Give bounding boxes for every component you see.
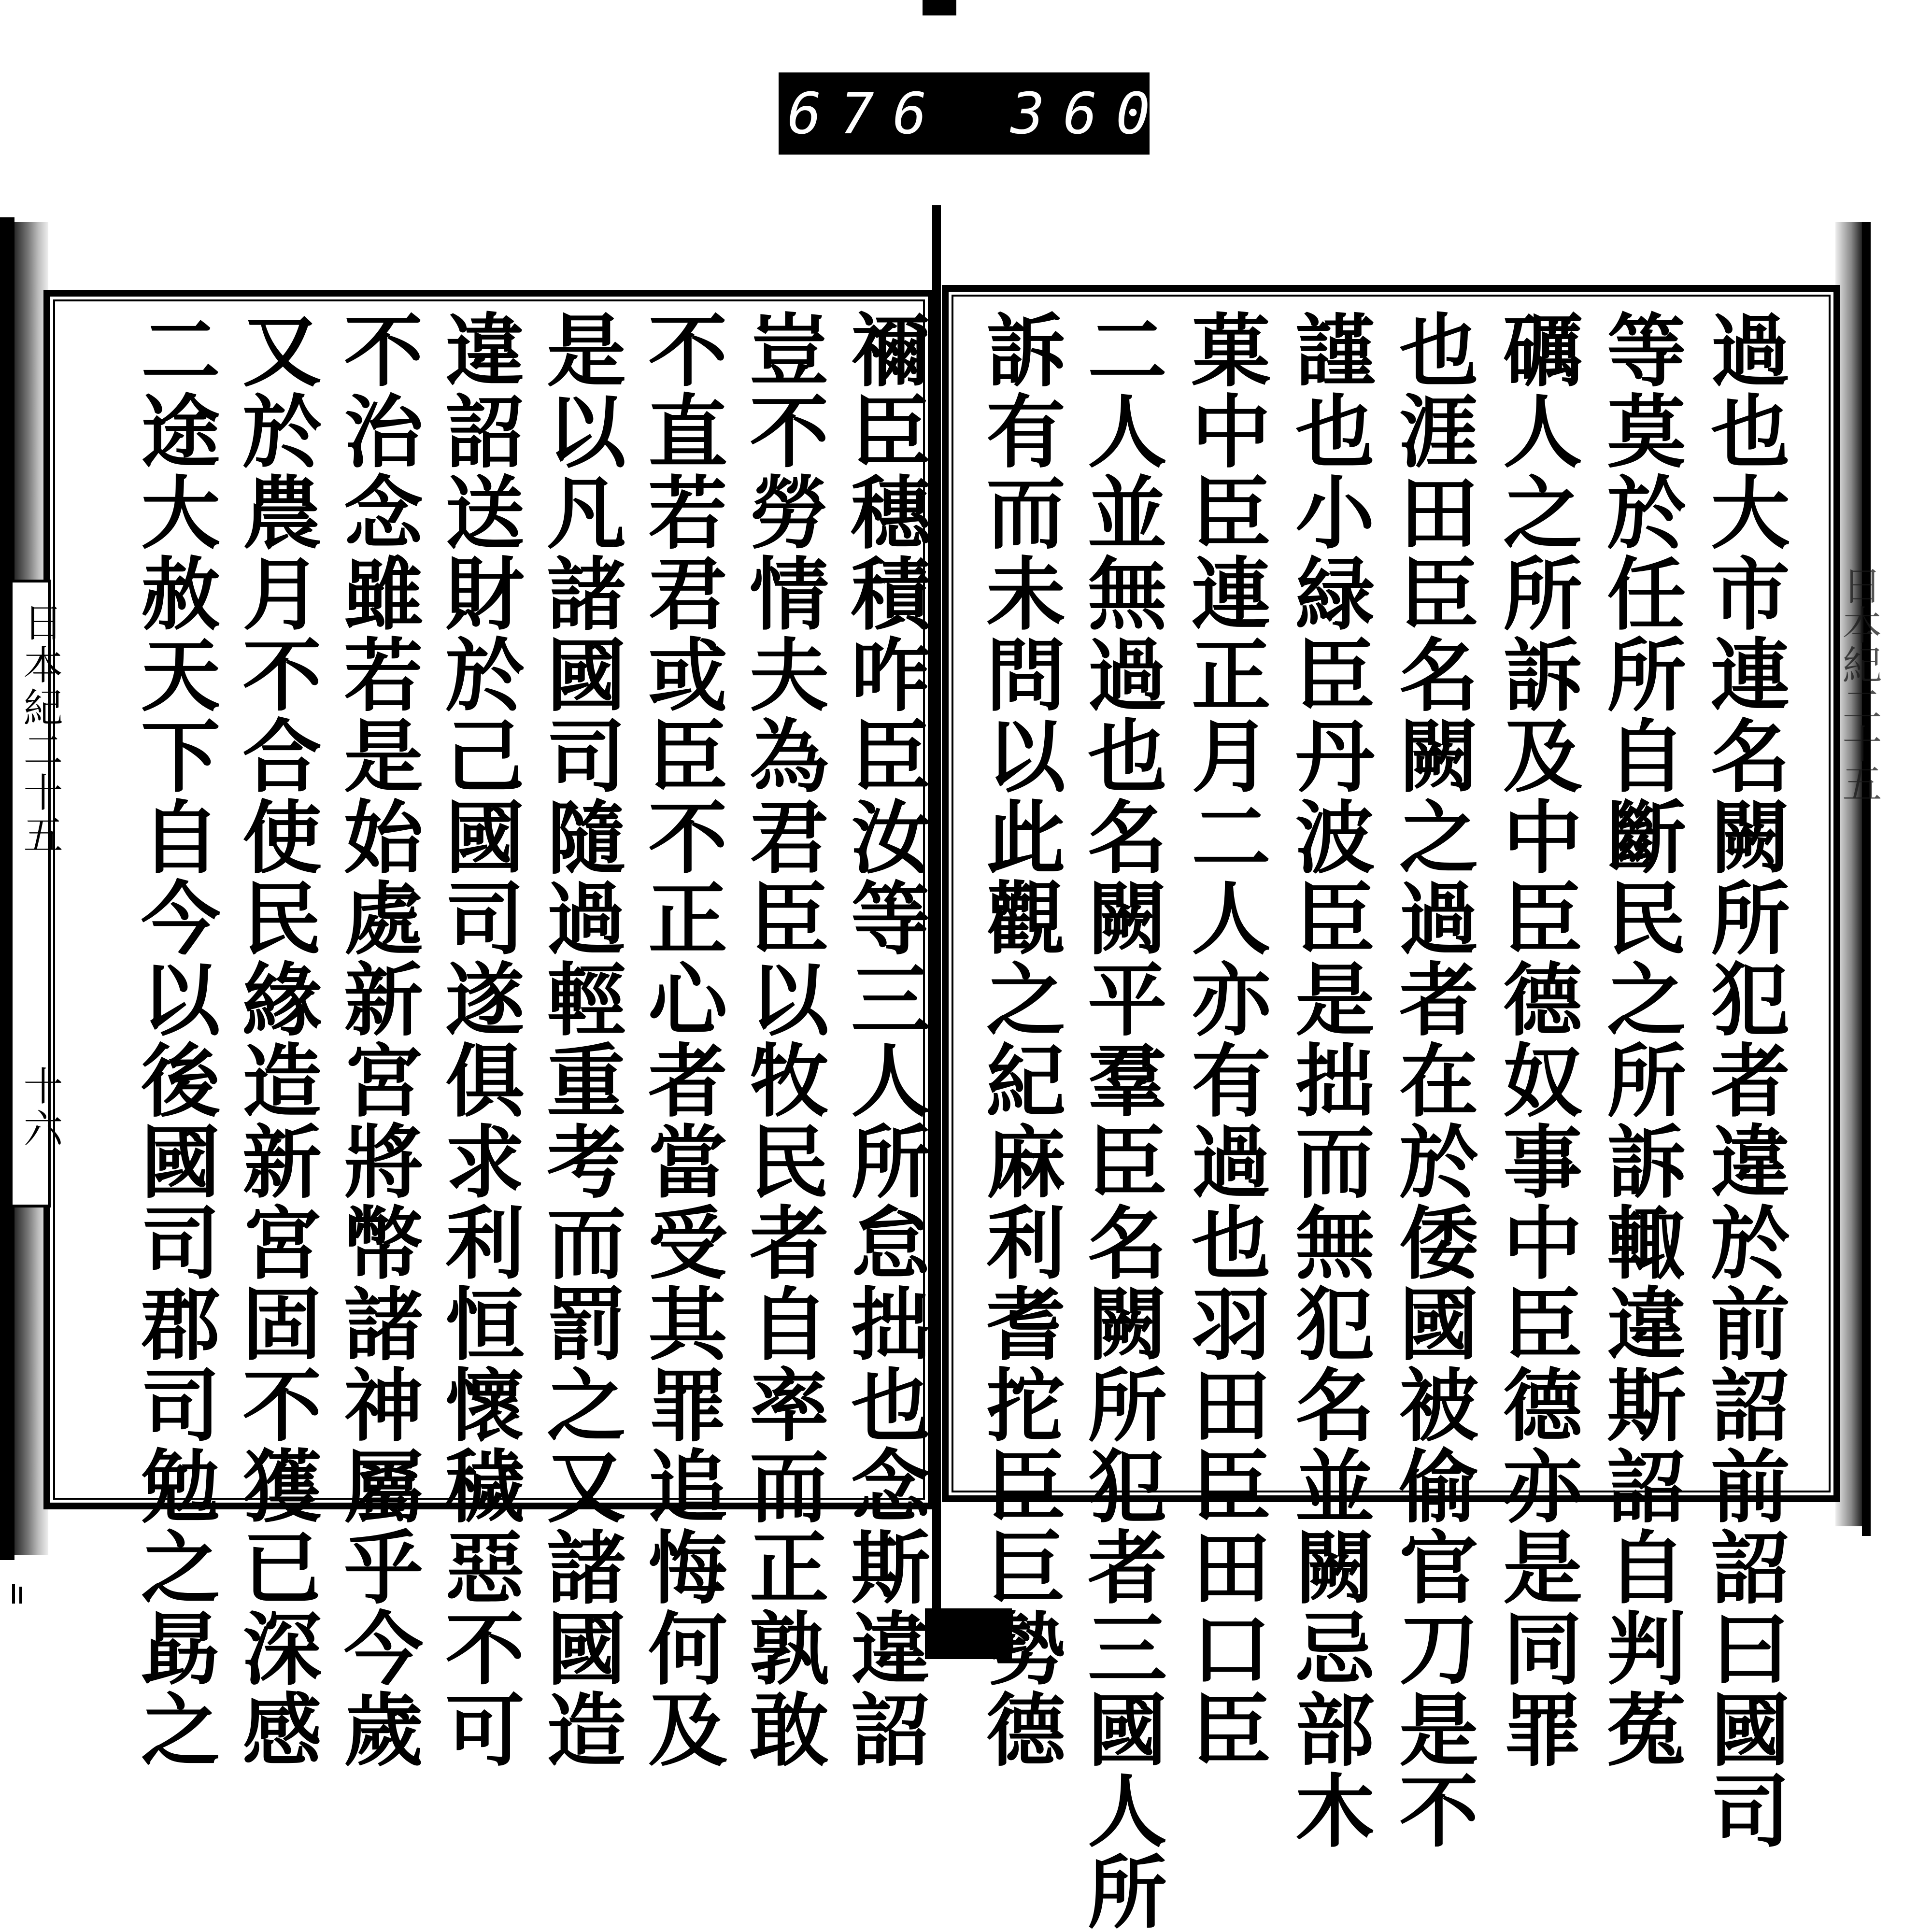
right-hanshin-strip [1835,555,1882,1183]
right-page-column: 二人並無過也名闕平羣臣名闕所犯者三國人所 [1074,309,1167,1932]
print-mark [12,1584,15,1604]
hanshin-strip [10,580,63,1208]
print-mark [19,1587,22,1604]
right-page-column: 過也大市連名闕所犯者違於前詔前詔曰國司 [1697,309,1790,1851]
catalog-id-plate [779,72,1222,155]
left-page-column: 不治念雖若是始處新宮將幣諸神屬乎今歲 [330,309,424,1770]
right-page-column: 謹也小緑臣丹波臣是拙而無犯名並闕忌部木 [1282,309,1375,1851]
registration-tab [923,0,956,15]
right-hanshin-title: 日本紀二十五 [1836,565,1882,803]
catalog-number-left: 676 [787,80,946,147]
left-page-column: 豈不勞情夫為君臣以牧民者自率而正孰敢 [736,309,829,1770]
right-page-column: 訴有而未問以此觀之紀麻利耆拕臣巨勢德 [973,309,1066,1770]
left-page-column: 禰臣穗積咋臣汝等三人所怠拙也念斯違詔 [838,309,931,1770]
left-page-column: 又於農月不合使民緣造新宮固不獲已深感 [229,309,322,1770]
left-page-column: 不直若君或臣不正心者當受其罪追悔何及 [635,309,728,1770]
left-page-column: 違詔送財於己國司遂俱求利恒懷穢惡不可 [432,309,525,1770]
hanshin-page: 十六 [17,1065,63,1151]
hanshin-title: 日本紀二十五 [17,602,63,857]
catalog-number-right: 360. [1010,80,1222,147]
right-page-column: 礪人之所訴及中臣德奴事中臣德亦是同罪 [1490,309,1583,1770]
left-page-column: 二途大赦天下自今以後國司郡司勉之勗之 [128,309,221,1770]
right-page-column: 也涯田臣名闕之過者在於倭國被偷官刀是不 [1386,309,1479,1851]
left-page-column: 是以凡諸國司隨過輕重考而罰之又諸國造 [533,309,626,1770]
right-page-column: 等莫於任所自斷民之所訴輙違斯詔自判菟 [1593,309,1687,1770]
right-page-column: 菓中臣連正月二人亦有過也羽田臣田口臣 [1178,309,1271,1770]
